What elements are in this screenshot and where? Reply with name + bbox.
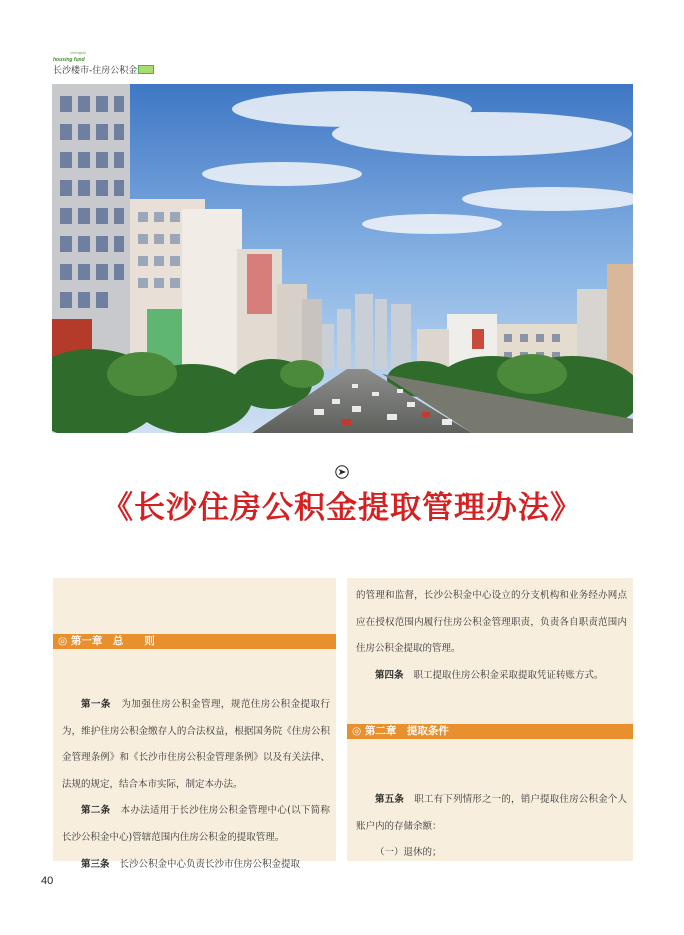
- article-5: [356, 787, 627, 840]
- header-green-box-icon: [138, 65, 154, 74]
- left-column-text: [62, 692, 330, 878]
- header-small-text: chengshi: [70, 50, 87, 55]
- article-3-text: 长沙公积金中心负责长沙市住房公积金提取: [119, 858, 301, 870]
- article-5-text: 职工有下列情形之一的，销户提取住房公积金个人账户内的存储余额：: [356, 794, 627, 832]
- article-2-number: 第二条: [81, 805, 111, 817]
- right-column-bottom-text: [356, 787, 627, 867]
- right-column: [347, 578, 633, 861]
- article-2: [62, 798, 330, 851]
- article-4: [356, 663, 627, 690]
- article-4-text: 职工提取住房公积金采取提取凭证转账方式。: [413, 669, 604, 681]
- document-title: 《长沙住房公积金提取管理办法》: [102, 490, 582, 526]
- article-4-number: 第四条: [375, 669, 404, 681]
- header-chinese-label: 长沙楼市-住房公积金: [53, 66, 138, 76]
- article-1: [62, 692, 330, 798]
- article-3: [62, 852, 330, 879]
- article-2-text: 本办法适用于长沙住房公积金管理中心(以下简称长沙公积金中心)管辖范围内住房公积金的提取管理。: [62, 805, 330, 843]
- left-column: [53, 578, 336, 870]
- article-1-text: 为加强住房公积金管理，规范住房公积金提取行为，维护住房公积金缴存人的合法权益，根据国务院《住房公积金管理条例》和《长沙市住房公积金管理条例》以及有关法律、法规的规定，结合本市实际，制定本办法。: [62, 699, 330, 790]
- right-column-top-text: [356, 583, 627, 689]
- article-5-item-1: （一）退休的；: [375, 847, 442, 859]
- article-3-continuation: 的管理和监督，长沙公积金中心设立的分支机构和业务经办网点应在授权范围内履行住房公积金管理职责，负责各自职责范围内住房公积金提取的管理。: [356, 590, 627, 655]
- header-chinese-text: [53, 63, 154, 76]
- arrow-right-icon: [335, 465, 349, 479]
- page-number: 40: [41, 875, 54, 887]
- article-3-number: 第三条: [81, 858, 110, 870]
- city-street-photo: [52, 84, 633, 433]
- chapter-2-heading: ◎ 第二章 提取条件: [347, 724, 633, 739]
- chapter-1-heading: ◎ 第一章 总 则: [53, 634, 336, 649]
- article-1-number: 第一条: [81, 699, 111, 710]
- article-5-number: 第五条: [375, 794, 405, 805]
- header-english-text: housing fund: [53, 57, 85, 63]
